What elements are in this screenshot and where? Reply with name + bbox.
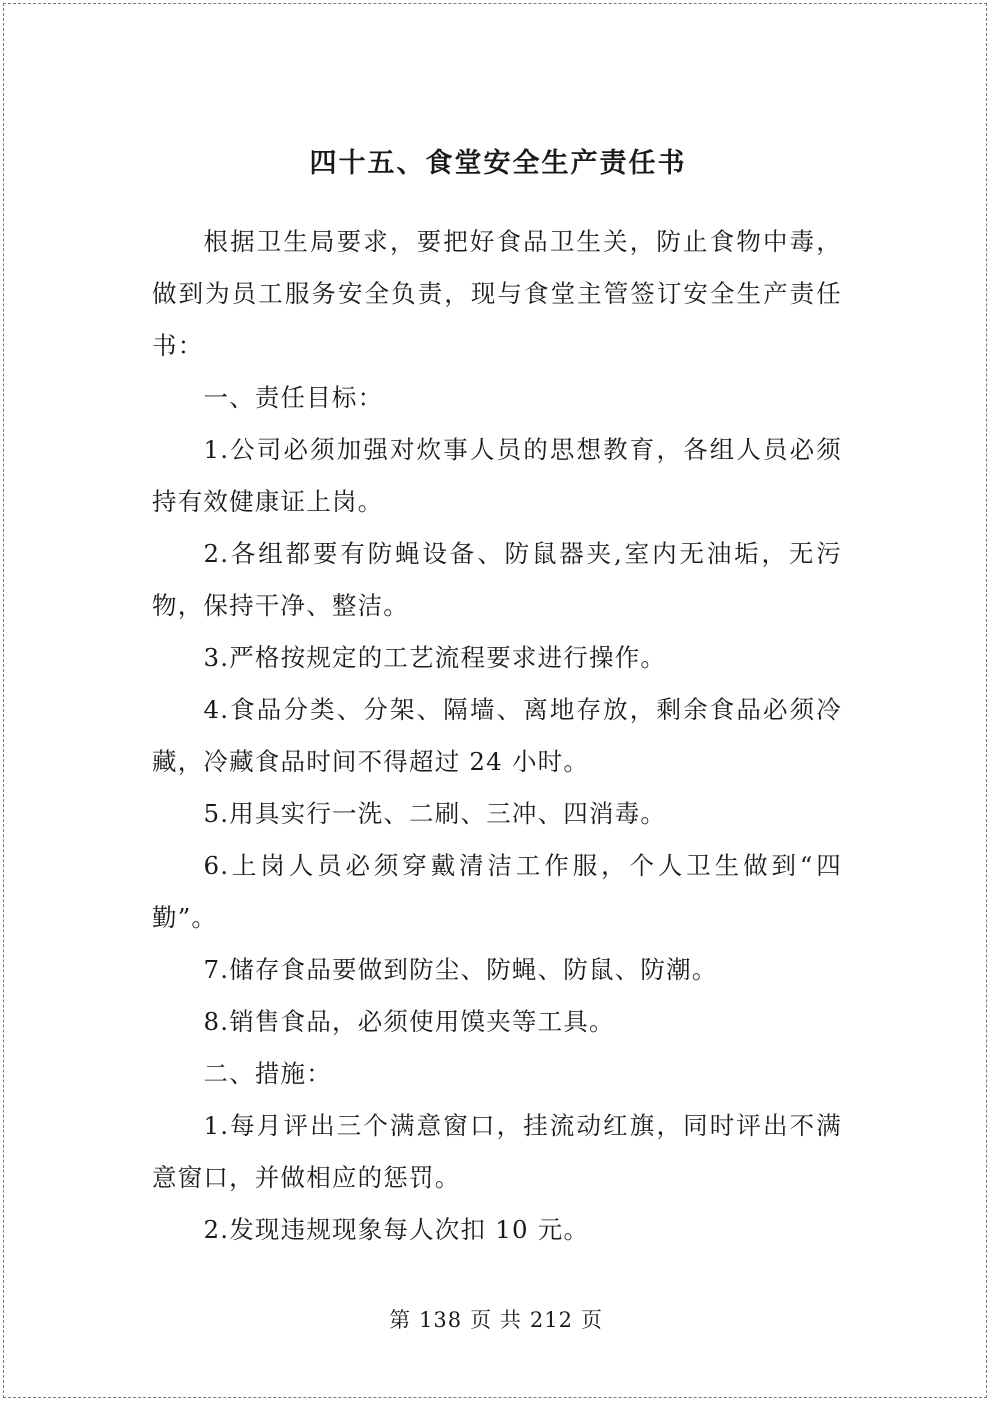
footer-total-pages: 212 (529, 1308, 573, 1332)
footer-prefix: 第 (389, 1308, 412, 1332)
goal-item-6: 6.上岗人员必须穿戴清洁工作服，个人卫生做到“四勤”。 (152, 851, 842, 932)
page-footer (0, 1302, 992, 1338)
measure-item-2: 2.发现违规现象每人次扣 10 元。 (203, 1215, 590, 1244)
goal-item-5: 5.用具实行一洗、二刷、三冲、四消毒。 (203, 799, 667, 828)
document-body (152, 138, 842, 1256)
goal-item-7: 7.储存食品要做到防尘、防蝇、防鼠、防潮。 (203, 955, 718, 984)
intro-paragraph: 根据卫生局要求，要把好食品卫生关，防止食物中毒，做到为员工服务安全负责，现与食堂主管签订安全生产责任书： (152, 227, 842, 360)
section-heading-goals: 一、责任目标： (203, 383, 384, 412)
goal-item-4: 4.食品分类、分架、隔墙、离地存放，剩余食品必须冷藏，冷藏食品时间不得超过 24 小时。 (152, 695, 842, 776)
goal-item-3: 3.严格按规定的工艺流程要求进行操作。 (203, 643, 667, 672)
goal-item-1: 1.公司必须加强对炊事人员的思想教育，各组人员必须持有效健康证上岗。 (152, 435, 842, 516)
measure-item-1: 1.每月评出三个满意窗口，挂流动红旗，同时评出不满意窗口，并做相应的惩罚。 (152, 1111, 842, 1192)
footer-mid: 页 共 (470, 1308, 522, 1332)
footer-page-number: 138 (419, 1308, 463, 1332)
footer-suffix: 页 (580, 1308, 603, 1332)
goal-item-8: 8.销售食品，必须使用馍夹等工具。 (203, 1007, 615, 1036)
section-heading-measures: 二、措施： (203, 1059, 332, 1088)
goal-item-2: 2.各组都要有防蝇设备、防鼠器夹,室内无油垢，无污物，保持干净、整洁。 (152, 539, 842, 620)
document-title: 四十五、食堂安全生产责任书 (309, 148, 687, 179)
